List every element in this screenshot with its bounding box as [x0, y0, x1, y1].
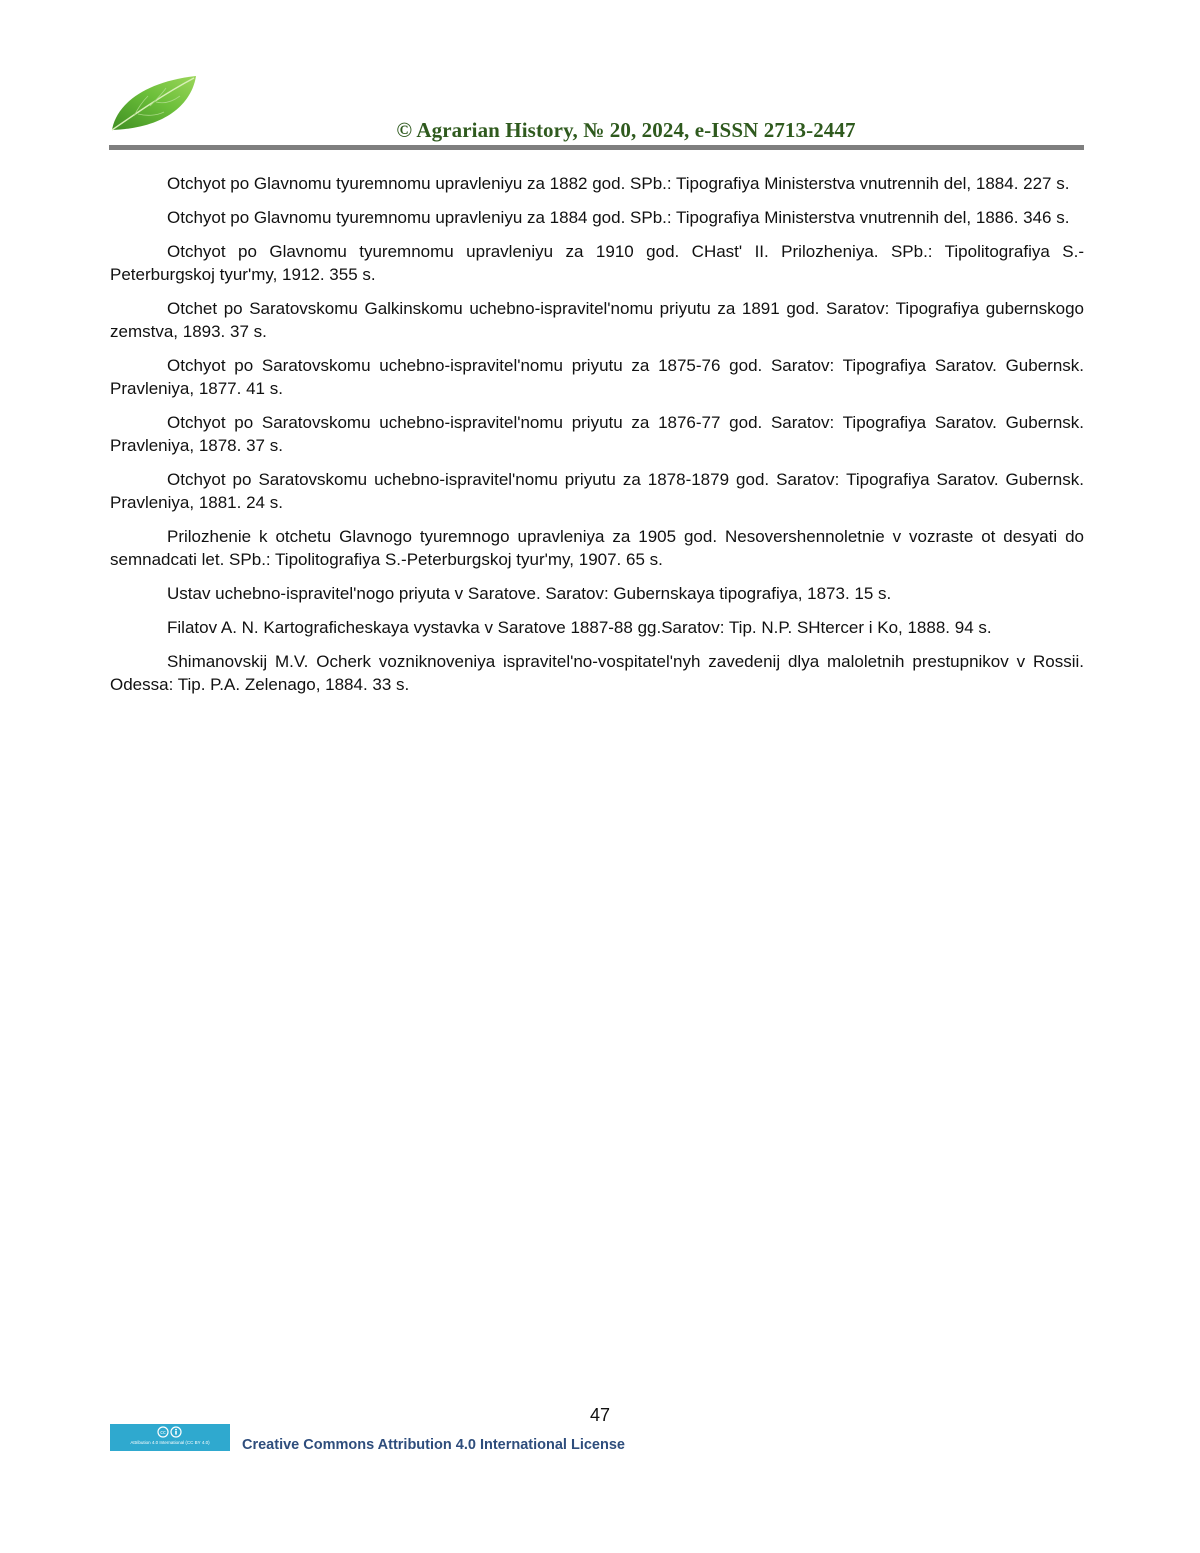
cc-by-badge-icon[interactable] [110, 1424, 230, 1451]
reference-list [110, 172, 1084, 707]
reference-item: Otchyot po Glavnomu tyuremnomu upravleniyu za 1884 god. SPb.: Tipografiya Ministerstva vnutrennih del, 1886. 346 s. [167, 208, 1070, 227]
reference-item: Otchyot po Saratovskomu uchebno-ispravitel'nomu priyutu za 1875-76 god. Saratov: Tipografiya Saratov. Gubernsk. Pravleniya, 1877. 41 s. [110, 356, 1084, 398]
license-link[interactable]: Creative Commons Attribution 4.0 International License [242, 1437, 625, 1453]
journal-header-title: © Agrarian History, № 20, 2024, e-ISSN 2713-2447 [396, 118, 856, 142]
header-divider [109, 145, 1084, 150]
cc-circles-icon [157, 1426, 183, 1438]
reference-item: Otchyot po Saratovskomu uchebno-ispravitel'nomu priyutu za 1878-1879 god. Saratov: Tipografiya Saratov. Gubernsk. Pravleniya, 1881. 24 s. [110, 470, 1084, 512]
cc-badge-text: Attribution 4.0 International (CC BY 4.0) [130, 1440, 210, 1445]
svg-text:cc: cc [160, 1430, 166, 1436]
reference-item: Shimanovskij M.V. Ocherk vozniknoveniya ispravitel'no-vospitatel'nyh zavedenij dlya maloletnih prestupnikov v Rossii. Odessa: Tip. P.A. Zelenago, 1884. 33 s. [110, 652, 1084, 694]
reference-item: Ustav uchebno-ispravitel'nogo priyuta v Saratove. Saratov: Gubernskaya tipografiya, 1873. 15 s. [167, 584, 892, 603]
reference-item: Prilozhenie k otchetu Glavnogo tyuremnogo upravleniya za 1905 god. Nesovershennoletnie v vozraste ot desyati do semnadcati let. SPb.: Tipolitografiya S.-Peterburgskoj tyur'my, 1907. 65 s. [110, 527, 1084, 569]
reference-item: Otchyot po Glavnomu tyuremnomu upravleniyu za 1882 god. SPb.: Tipografiya Ministerstva vnutrennih del, 1884. 227 s. [167, 174, 1070, 193]
reference-item: Otchyot po Saratovskomu uchebno-ispravitel'nomu priyutu za 1876-77 god. Saratov: Tipografiya Saratov. Gubernsk. Pravleniya, 1878. 37 s. [110, 413, 1084, 455]
reference-item: Otchyot po Glavnomu tyuremnomu upravleniyu za 1910 god. CHast' II. Prilozheniya. SPb.: Tipolitografiya S.-Peterburgskoj tyur'my, 1912. 355 s. [110, 242, 1084, 284]
reference-item: Filatov A. N. Kartograficheskaya vystavka v Saratove 1887-88 gg.Saratov: Tip. N.P. SHtercer i Ko, 1888. 94 s. [167, 618, 992, 637]
reference-item: Otchet po Saratovskomu Galkinskomu uchebno-ispravitel'nomu priyutu za 1891 god. Saratov: Tipografiya gubernskogo zemstva, 1893. 37 s. [110, 299, 1084, 341]
page-number: 47 [589, 1405, 611, 1425]
